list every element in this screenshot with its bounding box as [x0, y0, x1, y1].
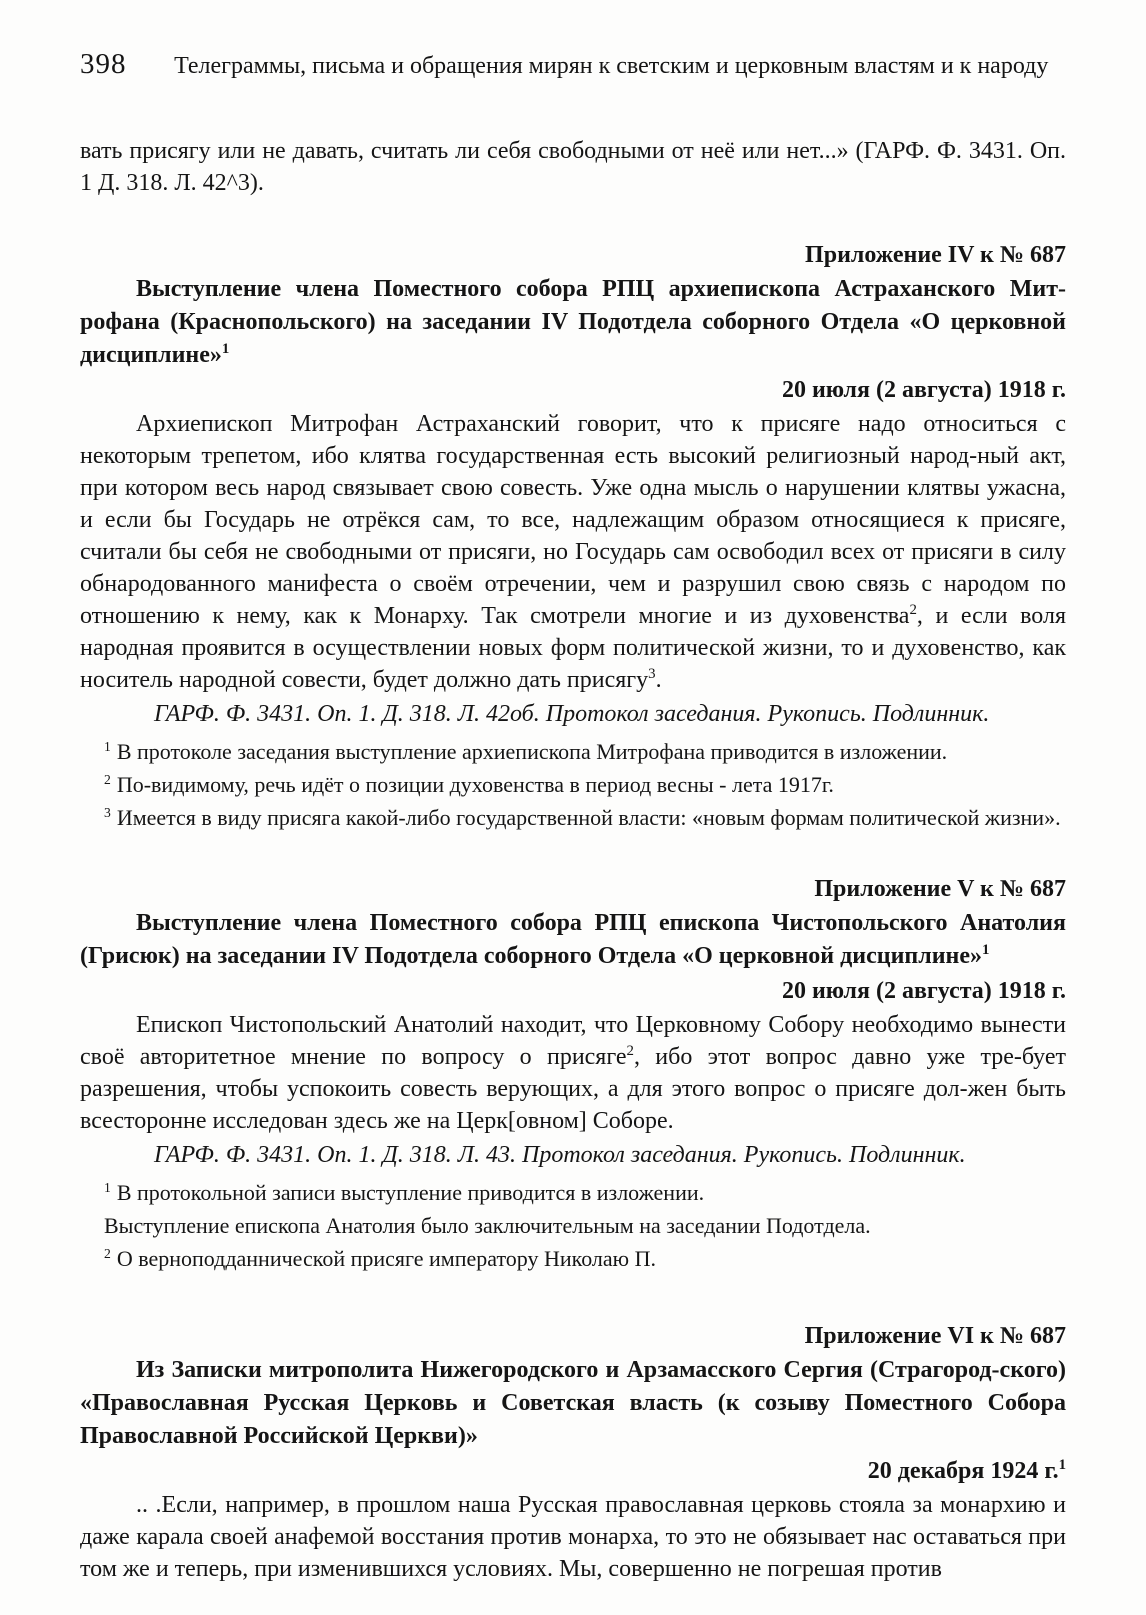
body-text-part: Архиепископ Митрофан Астраханский говорит, что к присяге надо относиться с некоторым трепетом, ибо клятва государственная есть высокий религиозный народ-ный акт, при котором весь народ связывает свою совесть. Уже одна мысль о нарушении клятвы ужасна, и если бы Государь не отрёкся сам, то все, надлежащим образом относящиеся к присяге, считали бы себя не свободными от присяги, но Государь сам освободил всех от присяги в силу обнародованного манифеста о своём отречении, чем и разрушил свою связь с народом по отношению к нему, как к Монарху. Так смотрели многие и из духовенства: [80, 411, 1066, 629]
appendix-iv: [80, 239, 1066, 833]
appendix-body: [80, 1009, 1066, 1137]
footnotes: [80, 736, 1066, 833]
body-text-part: .: [655, 667, 662, 693]
appendix-date: 20 июля (2 августа) 1918 г.: [781, 978, 1066, 1004]
appendix-vi: [80, 1320, 1066, 1585]
date-footnote-ref: 1: [1058, 1457, 1066, 1473]
continued-paragraph: вать присягу или не давать, считать ли себя свободными от неё или нет...» (ГАРФ. Ф. 3431. Оп. 1 Д. 318. Л. 42^3).: [80, 138, 1066, 196]
appendix-title: [80, 273, 1066, 372]
footnote-marker: 1: [104, 1179, 111, 1195]
appendix-label: Приложение VI к № 687: [804, 1323, 1066, 1349]
appendix-label: Приложение IV к № 687: [805, 242, 1066, 268]
appendix-v: [80, 873, 1066, 1274]
body-text-part: Епископ Чистопольский Анатолий находит, что Церковному Собору необходимо вынести своё авторитетное мнение по вопросу о присяге: [80, 1012, 1066, 1070]
footnote-continuation: [80, 1210, 1066, 1241]
footnote-text: По-видимому, речь идёт о позиции духовенства в период весны - лета 1917г.: [116, 772, 834, 797]
appendix-date: 20 июля (2 августа) 1918 г.: [781, 377, 1066, 403]
page-number: 398: [80, 48, 127, 80]
appendix-title-text: Выступление члена Поместного собора РПЦ епископа Чистопольского Анатолия (Грисюк) на заседании IV Подотдела соборного Отдела «О церковной дисциплине»: [80, 910, 1066, 969]
footnote-text: О верноподданнической присяге императору Николаю П.: [116, 1246, 656, 1271]
footnote: [80, 1243, 1066, 1274]
footnote-text: В протокольной записи выступление приводится в изложении.: [116, 1180, 705, 1205]
appendix-date-text: 20 декабря 1924 г.: [867, 1458, 1059, 1484]
footnote: [80, 769, 1066, 800]
title-footnote-ref: 1: [221, 341, 230, 357]
footnote-text: Выступление епископа Анатолия было заключительным на заседании Подотдела.: [104, 1213, 871, 1238]
appendix-title: Из Записки митрополита Нижегородского и Арзамасского Сергия (Страгород-ского) «Православная Русская Церковь и Советская власть (к созыву Поместного Собора Православной Российской Церкви)»: [80, 1357, 1066, 1449]
footnote: [80, 1177, 1066, 1208]
body-footnote-ref: 3: [648, 666, 656, 682]
footnote: [80, 802, 1066, 833]
appendix-body: .. .Если, например, в прошлом наша Русская православная церковь стояла за монархию и даже карала своей анафемой восстания против монарха, то это не обязывает нас оставаться при том же и теперь, при изменившихся условиях. Мы, совершенно не погрешая против: [80, 1492, 1066, 1582]
footnote-marker: 2: [104, 1245, 111, 1261]
footnote: [80, 736, 1066, 767]
appendix-label: Приложение V к № 687: [814, 876, 1066, 902]
footnote-text: В протоколе заседания выступление архиепископа Митрофана приводится в изложении.: [116, 739, 948, 764]
appendix-date: [80, 1455, 1066, 1487]
title-footnote-ref: 1: [982, 942, 990, 958]
body-footnote-ref: 2: [626, 1043, 634, 1059]
body-text-part: , и если воля народная проявится в осуществлении новых форм политической жизни, то и духовенство, как носитель народной совести, будет должно дать присягу: [80, 603, 1066, 693]
appendix-body: [80, 408, 1066, 696]
appendix-title-text: Выступление члена Поместного собора РПЦ архиепископа Астраханского Мит-рофана (Краснопольского) на заседании IV Подотдела соборного Отдела «О церковной дисциплине»: [80, 276, 1066, 368]
archive-source: ГАРФ. Ф. 3431. Оп. 1. Д. 318. Л. 42об. Протокол заседания. Рукопись. Подлинник.: [154, 701, 990, 727]
archive-source: ГАРФ. Ф. 3431. Оп. 1. Д. 318. Л. 43. Протокол заседания. Рукопись. Подлинник.: [154, 1142, 966, 1168]
body-text-part: , ибо этот вопрос давно уже тре-бует разрешения, чтобы успокоить совесть верующих, а для этого вопрос о присяге дол-жен быть всесторонне исследован здесь же на Церк[овном] Соборе.: [80, 1044, 1066, 1134]
page-header: [80, 48, 1066, 81]
footnotes: [80, 1177, 1066, 1274]
footnote-text: Имеется в виду присяга какой-либо государственной власти: «новым формам политической жизни».: [116, 805, 1061, 830]
body-footnote-ref: 2: [909, 602, 917, 618]
footnote-marker: 2: [104, 771, 111, 787]
appendix-title: [80, 907, 1066, 973]
running-header: Телеграммы, письма и обращения мирян к светским и церковным властям и к народу: [174, 53, 1049, 79]
footnote-marker: 1: [104, 738, 111, 754]
footnote-marker: 3: [104, 804, 111, 820]
